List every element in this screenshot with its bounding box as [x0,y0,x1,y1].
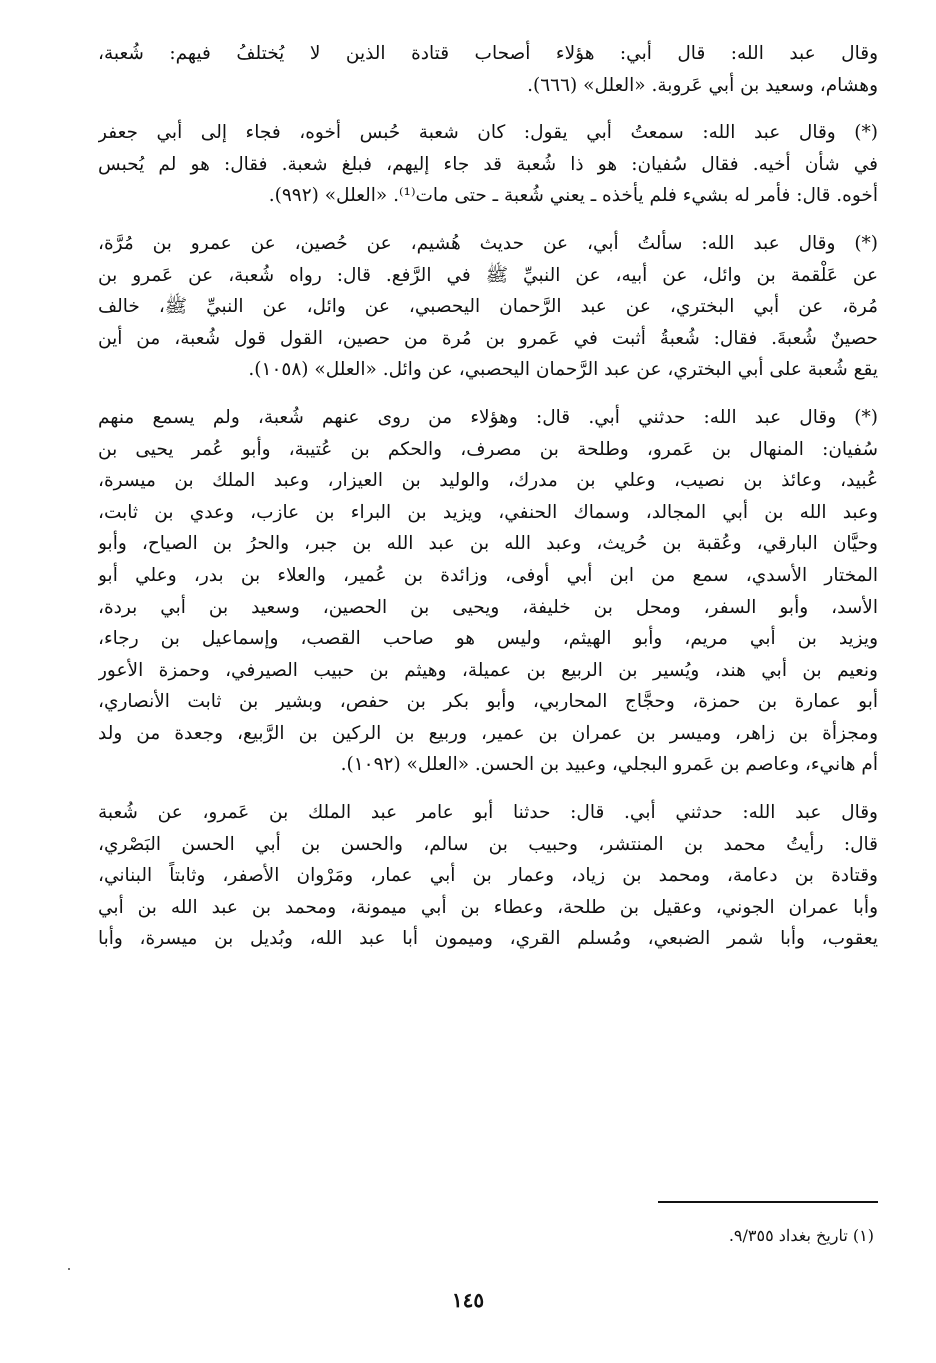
footnote: (١) تاريخ بغداد ٩/٣٥٥. [728,1226,874,1245]
text-line: سُفيان: المنهال بن عَمرو، وطلحة بن مصرف، والحكم بن عُتيبة، وأبو عُمر يحيى بن [98,438,878,460]
text-line: (*) وقال عبد الله: سألتُ أبي، عن حديث هُشيم، عن حُصين، عن عمرو بن مُرَّة، [98,232,878,254]
page-body [98,38,878,971]
scan-speck [68,1268,70,1270]
text-line: أبو عمارة بن حمزة، وحجَّاج المحاربي، وأبو بكر بن حفص، وبشير بن ثابت الأنصاري، [98,691,878,713]
text-line: الأسد، وأبو السفر، ومحل بن خليفة، ويحيى بن الحصين، وسعيد بن أبي بردة، [98,596,878,618]
text-line: وهشام، وسعيد بن أبي عَروبة. «العلل» (٦٦٦). [527,74,878,96]
text-line: أخوه. قال: فأمر له بشيء فلم يأخذه ـ يعني شُعبة ـ حتى مات⁽¹⁾. «العلل» (٩٩٢). [268,185,878,207]
text-line: ونعيم بن أبي هند، ويُسير بن الربيع بن عميلة، وهيثم بن حبيب الصيرفي، وحمزة الأعور [98,659,878,681]
text-line: (*) وقال عبد الله: حدثني أبي. قال: وهؤلاء من روى عنهم شُعبة، ولم يسمع منهم [98,406,878,428]
paragraph [98,228,878,386]
text-line: وقال عبد الله: حدثني أبي. قال: حدثنا أبو عامر عبد الملك بن عَمرو، عن شُعبة [98,802,878,824]
text-line: ومجزأة بن زاهر، وميسر بن عمران بن عمير، وربيع بن الركين بن الرَّبيع، وجعدة من ولد [98,722,878,744]
text-line: (*) وقال عبد الله: سمعتُ أبي يقول: كان شعبة حُبس أخوه، فجاء إلى أبي جعفر [98,122,878,144]
text-line: قال: رأيتُ محمد بن المنتشر، وحبيب بن سالم، والحسن بن أبي الحسن البَصْري، [98,833,878,855]
text-line: وحيَّان البارقي، وعُقبة بن حُريث، وعبد الله بن عبد الله بن جبر، والحرُ بن الصياح، وأبو [98,533,878,555]
text-line: وقال عبد الله: قال أبي: هؤلاء أصحاب قتادة الذين لا يُختلفُ فيهم: شُعبة، [98,43,878,64]
text-line: يقع شُعبة على أبي البختري، عن عبد الرَّحمان اليحصبي، عن وائل. «العلل» (١٠٥٨). [248,359,878,381]
text-line: يعقوب، وأبا شمر الضبعي، ومُسلم القري، وميمون أبا عبد الله، وبُديل بن ميسرة، وأبا [98,928,878,950]
text-line: المختار الأسدي، سمع من ابن أبي أوفى، وزائدة بن عُمير، والعلاء بن بدر، وعلي أبو [98,564,878,586]
page-number: ١٤٥ [451,1288,485,1312]
text-line: مُرة، عن أبي البختري، عن عبد الرَّحمان اليحصبي، عن وائل، عن النبيِّ ﷺ، خالف [98,296,878,318]
text-line: حصينٌ شُعبةَ. فقال: شُعبةُ أثبت في عَمرو بن مُرة من حصين، القول قول شُعبة، من أين [98,327,878,349]
text-line: في شأن أخيه. فقال سُفيان: هو ذا شُعبة قد جاء إليهم، فبلغ شعبة. فقال: هو لم يُحبس [98,153,878,175]
footnote-divider [658,1201,878,1203]
text-line: وعبد الله بن أبي المجالد، وسماك الحنفي، ويزيد بن البراء بن عازب، وعدي بن ثابت، [98,501,878,523]
paragraph [98,117,878,212]
text-line: أم هانيء، وعاصم بن عَمرو البجلي، وعبيد بن الحسن. «العلل» (١٠٩٢). [340,754,878,776]
text-line: عُبيد، وعائذ بن نصيب، وعلي بن مدرك، والوليد بن العيزار، وعبد الملك بن ميسرة، [98,470,878,492]
text-line: وأبا عمران الجوني، وعقيل بن طلحة، وعطاء بن أبي ميمونة، ومحمد بن عبد الله بن أبي [98,896,878,918]
paragraph [98,797,878,955]
paragraph [98,402,878,781]
text-line: وقتادة بن دعامة، ومحمد بن زياد، وعمار بن أبي عمار، ومَرْوان الأصفر، وثابتاً البناني، [98,865,878,887]
text-line: عن عَلْقمة بن وائل، عن أبيه، عن النبيِّ ﷺ في الرَّفع. قال: رواه شُعبة، عن عَمرو بن [98,264,878,286]
text-line: ويزيد بن أبي مريم، وأبو الهيثم، وليس هو صاحب القصب، وإسماعيل بن رجاء، [98,628,878,650]
paragraph [98,38,878,101]
